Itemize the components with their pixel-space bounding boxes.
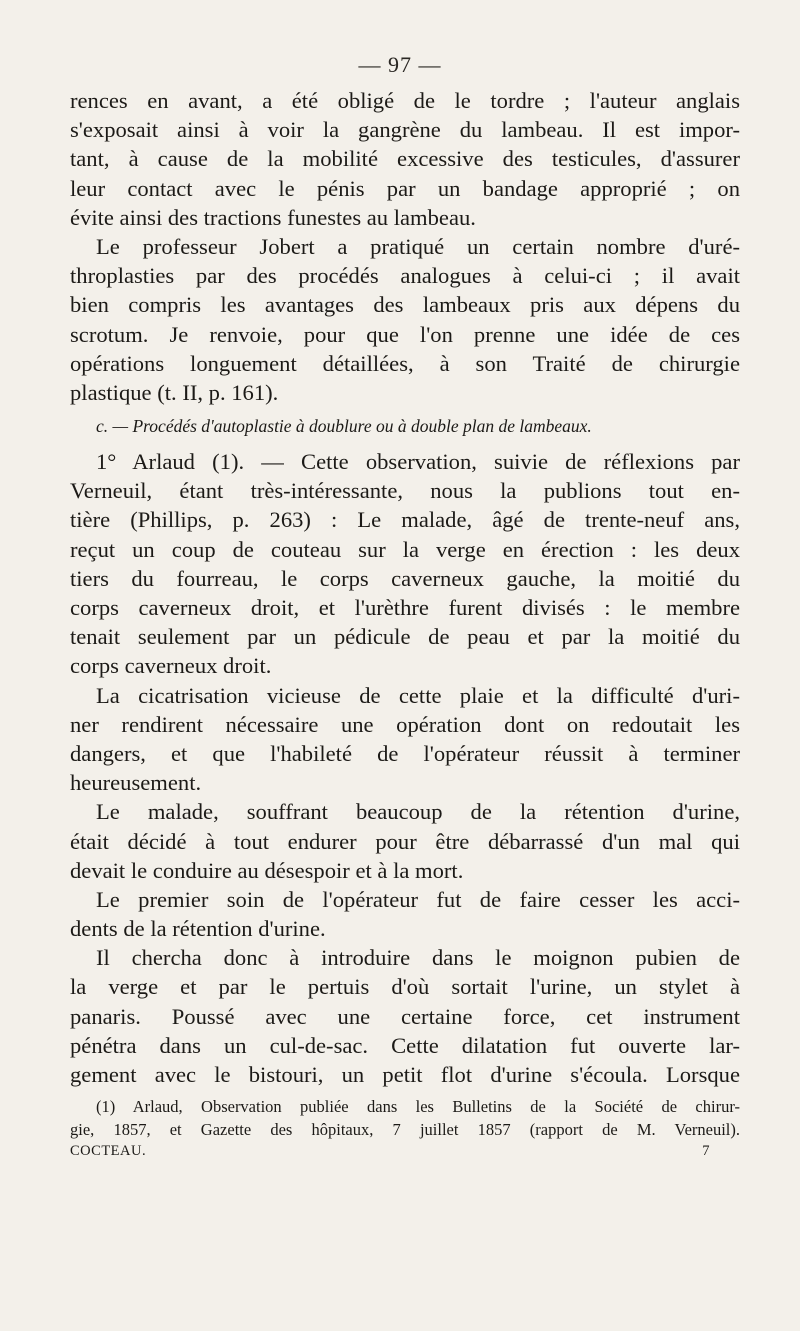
text-line: corps caverneux droit.	[70, 653, 272, 679]
text-line: panaris. Poussé avec une certaine force, cet instrument	[70, 1003, 740, 1029]
text-line: gement avec le bistouri, un petit flot d'urine s'écoula. Lorsque	[70, 1062, 740, 1087]
text-line: Le premier soin de l'opérateur fut de faire cesser les acci-	[96, 886, 740, 912]
paragraph-block-2	[70, 447, 740, 1089]
text-line: devait le conduire au désespoir et à la mort.	[70, 857, 464, 883]
text-line: La cicatrisation vicieuse de cette plaie et la difficulté d'uri-	[96, 682, 740, 708]
text-line: dangers, et que l'habileté de l'opérateur réussit à terminer	[70, 740, 740, 766]
text-line: rences en avant, a été obligé de le tordre ; l'auteur anglais	[70, 88, 740, 113]
paragraph-block-1	[70, 86, 740, 407]
text-line: reçut un coup de couteau sur la verge en érection : les deux	[70, 536, 740, 562]
text-line: pénétra dans un cul-de-sac. Cette dilatation fut ouverte lar-	[70, 1032, 740, 1058]
text-line: tière (Phillips, p. 263) : Le malade, âgé de trente-neuf ans,	[70, 507, 740, 533]
text-line: ner rendirent nécessaire une opération dont on redoutait les	[70, 711, 740, 737]
text-line: opérations longuement détaillées, à son Traité de chirurgie	[70, 350, 740, 376]
text-line: Le professeur Jobert a pratiqué un certain nombre d'uré-	[96, 233, 740, 259]
text-line: Verneuil, étant très-intéressante, nous la publions tout en-	[70, 478, 740, 504]
footnote	[70, 1095, 740, 1141]
text-line: heureusement.	[70, 770, 202, 796]
text-line: tiers du fourreau, le corps caverneux gauche, la moitié du	[70, 565, 740, 591]
text-line: leur contact avec le pénis par un bandage approprié ; on	[70, 175, 740, 201]
text-line: tant, à cause de la mobilité excessive des testicules, d'assurer	[70, 146, 740, 172]
text-line: throplasties par des procédés analogues à celui-ci ; il avait	[70, 263, 740, 289]
text-line: dents de la rétention d'urine.	[70, 916, 326, 942]
text-line: s'exposait ainsi à voir la gangrène du lambeau. Il est impor-	[70, 117, 740, 143]
text-line: scrotum. Je renvoie, pour que l'on prenne une idée de ces	[70, 321, 740, 347]
page-number: — 97 —	[358, 52, 442, 77]
text-line: gie, 1857, et Gazette des hôpitaux, 7 juillet 1857 (rapport de M. Verneuil).	[70, 1120, 740, 1140]
text-line: la verge et par le pertuis d'où sortait l'urine, un stylet à	[70, 974, 740, 1000]
text-line: Il chercha donc à introduire dans le moignon pubien de	[96, 945, 740, 971]
text-line: plastique (t. II, p. 161).	[70, 379, 279, 405]
signature-number: 7	[702, 1143, 710, 1160]
text-line: était décidé à tout endurer pour être débarrassé d'un mal qui	[70, 828, 740, 854]
printer-signature: COCTEAU.	[70, 1143, 147, 1160]
text-line: bien compris les avantages des lambeaux pris aux dépens du	[70, 292, 740, 318]
text-line: corps caverneux droit, et l'urèthre furent divisés : le membre	[70, 595, 740, 620]
text-line: 1° Arlaud (1). — Cette observation, suivie de réflexions par	[96, 449, 740, 475]
text-line: Le malade, souffrant beaucoup de la rétention d'urine,	[96, 799, 740, 825]
text-line: tenait seulement par un pédicule de peau et par la moitié du	[70, 624, 740, 650]
section-subheading: c. — Procédés d'autoplastie à doublure ou à double plan de lambeaux.	[96, 416, 592, 437]
signature-line	[70, 1141, 740, 1161]
text-line: évite ainsi des tractions funestes au lambeau.	[70, 204, 476, 230]
text-line: (1) Arlaud, Observation publiée dans les Bulletins de la Société de chirur-	[96, 1097, 740, 1117]
page-body	[70, 86, 740, 1161]
